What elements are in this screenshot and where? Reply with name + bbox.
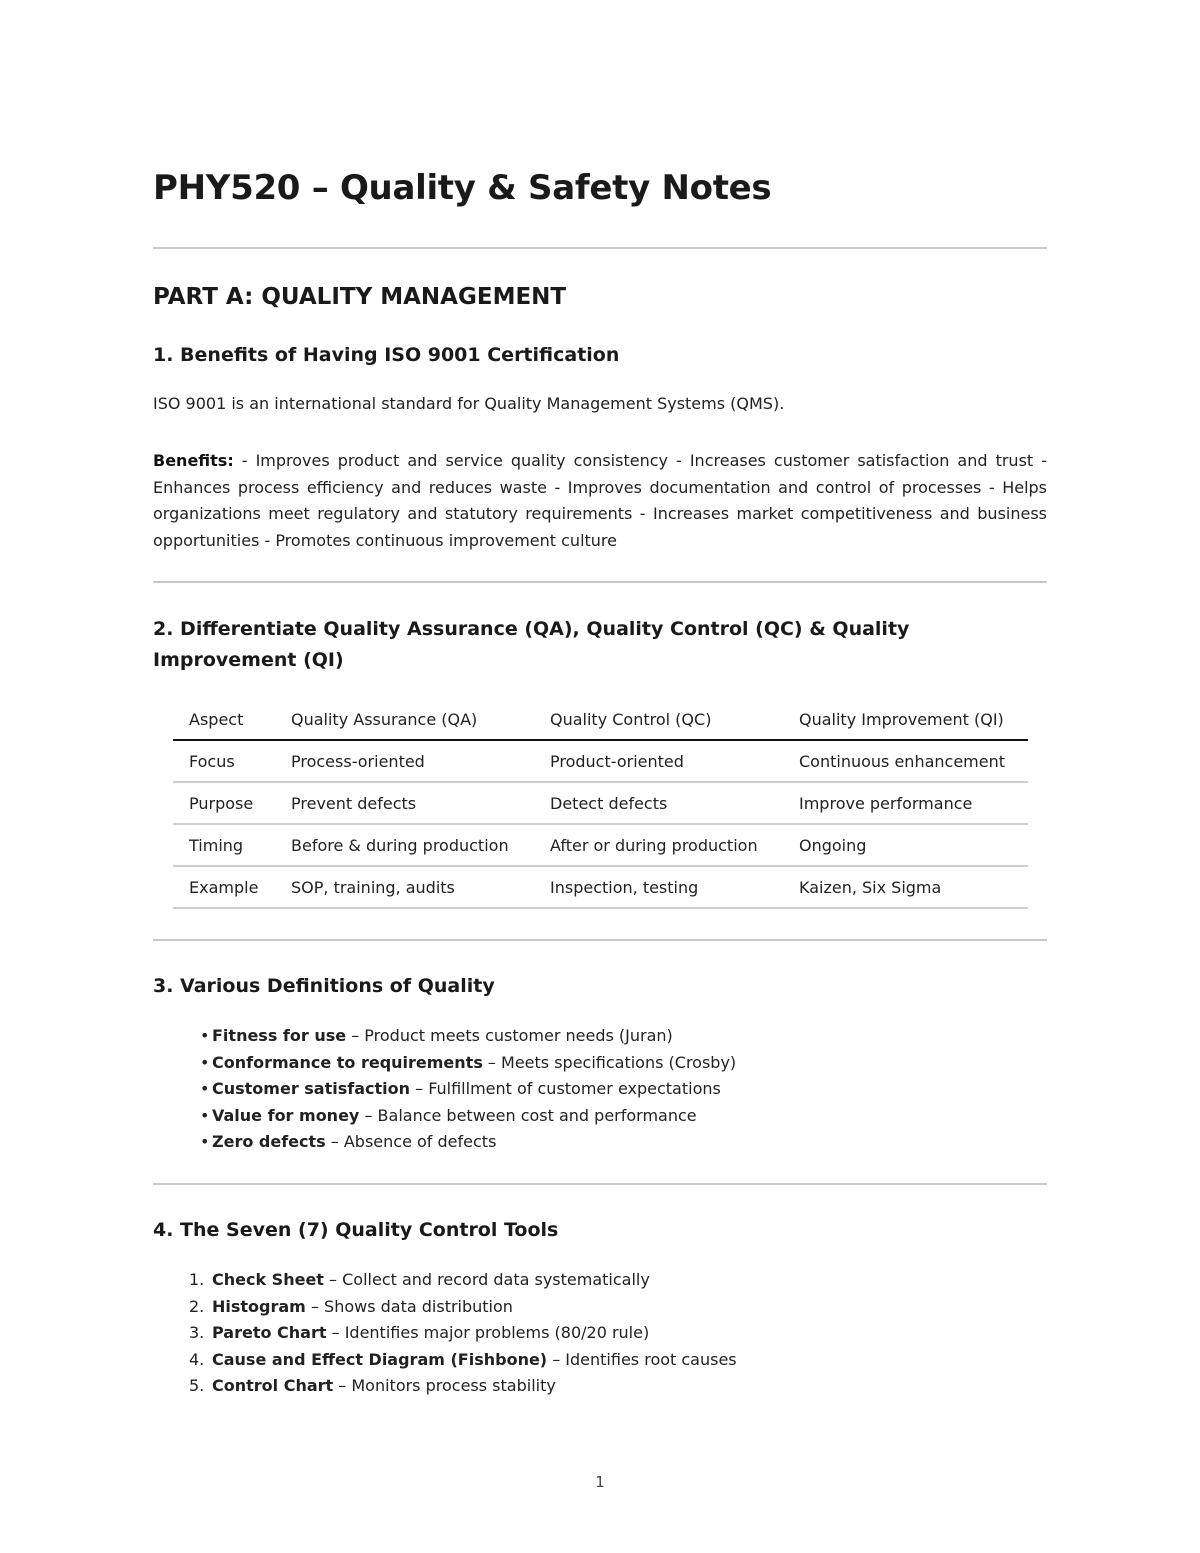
document-title: PHY520 – Quality & Safety Notes xyxy=(153,168,772,208)
list-number: 4. xyxy=(189,1349,205,1369)
bullet: • xyxy=(200,1105,210,1125)
table-row xyxy=(173,866,1028,908)
table-cell: Ongoing xyxy=(783,824,1028,866)
divider xyxy=(153,939,1047,941)
section-2-title: 2. Differentiate Quality Assurance (QA), Quality Control (QC) & Quality Improvement (QI) xyxy=(153,618,910,671)
table-cell: Product-oriented xyxy=(534,740,783,782)
table-cell: After or during production xyxy=(534,824,783,866)
definition-desc: – Fulfillment of customer expectations xyxy=(410,1079,721,1098)
divider xyxy=(153,1183,1047,1185)
section-3-title: 3. Various Definitions of Quality xyxy=(153,975,495,997)
table-cell: Inspection, testing xyxy=(534,866,783,908)
definition-desc: – Meets specifications (Crosby) xyxy=(482,1052,737,1072)
section-1-title: 1. Benefits of Having ISO 9001 Certification xyxy=(153,344,620,366)
table-cell: Before & during production xyxy=(275,824,534,866)
list-item xyxy=(153,1267,737,1294)
list-number: 5. xyxy=(189,1376,205,1395)
tool-desc: – Collect and record data systematically xyxy=(323,1270,650,1289)
list-item xyxy=(153,1103,736,1130)
table-cell: Process-oriented xyxy=(275,740,534,782)
bullet: • xyxy=(200,1052,210,1072)
section-1-intro: ISO 9001 is an international standard for Quality Management Systems (QMS). xyxy=(153,394,785,413)
table-row xyxy=(173,782,1028,824)
tool-term: Pareto Chart xyxy=(212,1323,327,1342)
table-header-cell: Quality Control (QC) xyxy=(534,700,783,740)
table-cell: Timing xyxy=(173,824,275,866)
quality-tools-list xyxy=(153,1267,737,1400)
definition-desc: – Product meets customer needs (Juran) xyxy=(346,1026,673,1045)
section-4-title: 4. The Seven (7) Quality Control Tools xyxy=(153,1219,559,1241)
table-cell: Example xyxy=(173,866,275,908)
definition-desc: – Balance between cost and performance xyxy=(359,1105,697,1125)
table-cell: SOP, training, audits xyxy=(275,866,534,908)
table-cell: Continuous enhancement xyxy=(783,740,1028,782)
table-cell: Focus xyxy=(173,740,275,782)
tool-term: Check Sheet xyxy=(212,1270,324,1289)
list-item xyxy=(153,1373,737,1400)
table-row xyxy=(173,824,1028,866)
benefits-label: Benefits: xyxy=(153,451,234,470)
part-a-title: PART A: QUALITY MANAGEMENT xyxy=(153,284,567,310)
table-row xyxy=(173,740,1028,782)
list-item xyxy=(153,1129,736,1156)
tool-term: Cause and Effect Diagram (Fishbone) xyxy=(212,1349,548,1369)
tool-term: Histogram xyxy=(212,1296,306,1316)
section-1-benefits xyxy=(153,448,1047,554)
definition-term: Value for money xyxy=(212,1105,360,1125)
qa-qc-qi-comparison-table xyxy=(173,700,1028,909)
table-cell: Purpose xyxy=(173,782,275,824)
list-item xyxy=(153,1023,736,1050)
list-item xyxy=(153,1050,736,1077)
table-cell: Prevent defects xyxy=(275,782,534,824)
definition-term: Zero defects xyxy=(212,1132,326,1151)
table-header-cell: Quality Improvement (QI) xyxy=(783,700,1028,740)
benefits-text: - Improves product and service quality consistency - Increases customer satisfaction and trust - Enhances process efficiency and reduces waste - Improves documentation and control of processes - Helps organizations meet regulatory and statutory requirements - Increases market competitiveness and business opportunities - Promotes continuous improvement culture xyxy=(153,451,1047,550)
tool-desc: – Monitors process stability xyxy=(333,1376,556,1395)
bullet: • xyxy=(200,1079,210,1098)
page-number: 1 xyxy=(595,1473,605,1491)
tool-desc: – Shows data distribution xyxy=(305,1296,513,1316)
list-number: 2. xyxy=(189,1296,205,1316)
table-header-cell: Aspect xyxy=(173,700,275,740)
divider xyxy=(153,581,1047,583)
tool-term: Control Chart xyxy=(212,1376,334,1395)
list-item xyxy=(153,1320,737,1347)
definition-desc: – Absence of defects xyxy=(325,1132,497,1151)
list-number: 3. xyxy=(189,1323,205,1342)
table-cell: Improve performance xyxy=(783,782,1028,824)
list-item xyxy=(153,1347,737,1374)
bullet: • xyxy=(200,1026,210,1045)
definition-term: Fitness for use xyxy=(212,1026,347,1045)
quality-definitions-list xyxy=(153,1023,736,1156)
tool-desc: – Identifies major problems (80/20 rule) xyxy=(326,1323,650,1342)
bullet: • xyxy=(200,1132,210,1151)
list-number: 1. xyxy=(189,1270,205,1289)
definition-term: Customer satisfaction xyxy=(212,1079,411,1098)
list-item xyxy=(153,1294,737,1321)
table-header-cell: Quality Assurance (QA) xyxy=(275,700,534,740)
list-item xyxy=(153,1076,736,1103)
table-cell: Kaizen, Six Sigma xyxy=(783,866,1028,908)
table-header-row xyxy=(173,700,1028,740)
definition-term: Conformance to requirements xyxy=(212,1052,483,1072)
table-cell: Detect defects xyxy=(534,782,783,824)
tool-desc: – Identifies root causes xyxy=(547,1349,737,1369)
divider xyxy=(153,247,1047,249)
